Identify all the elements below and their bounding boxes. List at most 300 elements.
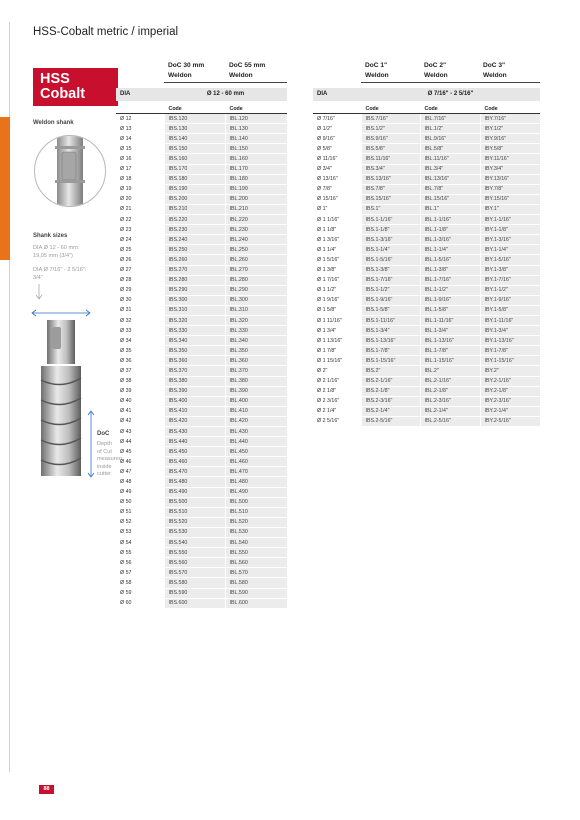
code-cell: IBL.340 xyxy=(225,336,287,346)
doc-description: Depth of Cut measured inside cutter xyxy=(97,441,122,477)
imperial-shank-text: 3/4" xyxy=(33,275,43,281)
code-cell: IBS.420 xyxy=(164,416,225,426)
shank-detail-image xyxy=(34,135,106,207)
code-cell: IBS.480 xyxy=(164,477,225,487)
diameter-cell: Ø 1 1/16" xyxy=(313,215,361,225)
code-cell: IBL.250 xyxy=(225,245,287,255)
table-row xyxy=(313,315,540,325)
diameter-cell: Ø 48 xyxy=(116,477,164,487)
code-cell: IBS.450 xyxy=(164,447,225,457)
code-cell: IBL.120 xyxy=(225,114,287,124)
code-cell: IBL.260 xyxy=(225,255,287,265)
code-cell: IBY.2-5/16" xyxy=(480,416,540,426)
diameter-cell: Ø 1 13/16" xyxy=(313,336,361,346)
code-cell: IBS.1-3/16" xyxy=(361,235,420,245)
code-cell: IBS.140 xyxy=(164,134,225,144)
code-cell: IBL.1-1/16" xyxy=(420,215,480,225)
code-cell: IBS.1-9/16" xyxy=(361,295,420,305)
diameter-cell: Ø 42 xyxy=(116,416,164,426)
code-cell: IBS.13/16" xyxy=(361,174,420,184)
code-cell: IBS.1-1/16" xyxy=(361,215,420,225)
table-row xyxy=(313,225,540,235)
code-cell: IBS.250 xyxy=(164,245,225,255)
diameter-cell: Ø 15 xyxy=(116,144,164,154)
table-row xyxy=(313,164,540,174)
code-cell: IBL.380 xyxy=(225,376,287,386)
table-row xyxy=(313,416,540,426)
imperial-col3-header: DoC 3" Weldon xyxy=(483,62,507,79)
code-cell: IBL.170 xyxy=(225,164,287,174)
code-cell: IBL.1-3/8" xyxy=(420,265,480,275)
code-cell: IBL.140 xyxy=(225,134,287,144)
code-cell: IBL.150 xyxy=(225,144,287,154)
diameter-cell: Ø 34 xyxy=(116,336,164,346)
code-cell: IBL.360 xyxy=(225,356,287,366)
code-cell: IBY.1-1/16" xyxy=(480,215,540,225)
diameter-cell: Ø 41 xyxy=(116,406,164,416)
imperial-dia-row: DIA Ø 7/16" - 2 5/16" xyxy=(313,88,540,101)
diameter-cell: Ø 1 3/4" xyxy=(313,326,361,336)
diameter-cell: Ø 3/4" xyxy=(313,164,361,174)
code-cell: IBS.130 xyxy=(164,124,225,134)
code-cell: IBS.1-1/2" xyxy=(361,285,420,295)
diameter-cell: Ø 2 1/16" xyxy=(313,376,361,386)
code-cell: IBS.390 xyxy=(164,386,225,396)
table-row xyxy=(313,184,540,194)
diameter-cell: Ø 30 xyxy=(116,295,164,305)
code-cell: IBS.440 xyxy=(164,437,225,447)
table-row xyxy=(116,538,287,548)
table-row xyxy=(313,194,540,204)
code-cell: IBY.2-1/4" xyxy=(480,406,540,416)
imperial-col2-header: DoC 2" Weldon xyxy=(424,62,448,79)
diameter-cell: Ø 1 5/8" xyxy=(313,305,361,315)
code-cell: IBL.370 xyxy=(225,366,287,376)
table-row xyxy=(116,184,287,194)
table-row xyxy=(313,215,540,225)
metric-code-table xyxy=(116,104,287,609)
diameter-cell: Ø 56 xyxy=(116,558,164,568)
diameter-cell: Ø 2 1/4" xyxy=(313,406,361,416)
diameter-cell: Ø 7/8" xyxy=(313,184,361,194)
hss-cobalt-logo xyxy=(33,68,118,106)
diameter-cell: Ø 13/16" xyxy=(313,174,361,184)
code-cell: IBL.520 xyxy=(225,517,287,527)
code-cell: IBS.290 xyxy=(164,285,225,295)
diameter-cell: Ø 55 xyxy=(116,548,164,558)
shank-sizes-label: Shank sizes xyxy=(33,233,68,239)
diameter-cell: Ø 25 xyxy=(116,245,164,255)
code-cell: IBS.5/8" xyxy=(361,144,420,154)
code-cell: IBL.190 xyxy=(225,184,287,194)
table-row xyxy=(116,265,287,275)
code-cell: IBL.2-1/4" xyxy=(420,406,480,416)
code-cell: IBS.2-5/16" xyxy=(361,416,420,426)
diameter-cell: Ø 2 5/16" xyxy=(313,416,361,426)
code-cell: IBL.1" xyxy=(420,204,480,214)
code-cell: IBS.200 xyxy=(164,194,225,204)
code-cell: IBL.580 xyxy=(225,578,287,588)
code-cell: IBY.1" xyxy=(480,204,540,214)
diameter-cell: Ø 17 xyxy=(116,164,164,174)
code-cell: IBS.500 xyxy=(164,497,225,507)
code-cell: IBS.2" xyxy=(361,366,420,376)
diameter-cell: Ø 27 xyxy=(116,265,164,275)
diameter-cell: Ø 57 xyxy=(116,568,164,578)
table-row xyxy=(313,386,540,396)
code-cell: IBY.1-3/4" xyxy=(480,326,540,336)
table-row xyxy=(116,134,287,144)
code-cell: IBS.510 xyxy=(164,507,225,517)
diameter-cell: Ø 2 3/16" xyxy=(313,396,361,406)
diameter-cell: Ø 15/16" xyxy=(313,194,361,204)
table-row xyxy=(116,497,287,507)
code-cell: IBL.7/8" xyxy=(420,184,480,194)
code-cell: IBL.460 xyxy=(225,457,287,467)
code-cell: IBL.490 xyxy=(225,487,287,497)
code-cell: IBS.1-5/16" xyxy=(361,255,420,265)
table-row xyxy=(116,588,287,598)
code-cell: IBL.1-3/16" xyxy=(420,235,480,245)
code-cell: IBY.3/4" xyxy=(480,164,540,174)
code-cell: IBS.280 xyxy=(164,275,225,285)
code-cell: IBL.160 xyxy=(225,154,287,164)
table-row xyxy=(116,124,287,134)
diameter-cell: Ø 60 xyxy=(116,598,164,608)
table-row xyxy=(116,204,287,214)
diameter-cell: Ø 43 xyxy=(116,427,164,437)
code-cell: IBY.1-3/16" xyxy=(480,235,540,245)
code-cell: IBL.7/16" xyxy=(420,114,480,124)
code-cell: IBL.1-13/16" xyxy=(420,336,480,346)
code-header-row: Code Code Code xyxy=(313,104,540,114)
code-cell: IBY.1-1/8" xyxy=(480,225,540,235)
weldon-shank-label: Weldon shank xyxy=(33,120,74,126)
code-cell: IBS.190 xyxy=(164,184,225,194)
code-cell: IBL.230 xyxy=(225,225,287,235)
code-cell: IBL.1-15/16" xyxy=(420,356,480,366)
code-cell: IBL.430 xyxy=(225,427,287,437)
code-cell: IBS.270 xyxy=(164,265,225,275)
table-row xyxy=(116,447,287,457)
code-cell: IBS.11/16" xyxy=(361,154,420,164)
code-cell: IBS.530 xyxy=(164,527,225,537)
code-cell: IBS.380 xyxy=(164,376,225,386)
code-cell: IBL.1-1/8" xyxy=(420,225,480,235)
table-row xyxy=(116,467,287,477)
table-row xyxy=(116,174,287,184)
diameter-cell: Ø 1 5/16" xyxy=(313,255,361,265)
code-cell: IBS.1-11/16" xyxy=(361,315,420,325)
code-cell: IBL.320 xyxy=(225,315,287,325)
code-cell: IBS.1-7/8" xyxy=(361,346,420,356)
imperial-range-text: DIA Ø 7/16" - 2 5/16": xyxy=(33,267,87,273)
table-row xyxy=(116,507,287,517)
code-cell: IBL.1-5/8" xyxy=(420,305,480,315)
code-cell: IBS.2-1/4" xyxy=(361,406,420,416)
code-cell: IBS.9/16" xyxy=(361,134,420,144)
table-row xyxy=(116,225,287,235)
code-cell: IBS.1-1/8" xyxy=(361,225,420,235)
table-row xyxy=(116,295,287,305)
code-cell: IBS.260 xyxy=(164,255,225,265)
code-cell: IBS.2-3/16" xyxy=(361,396,420,406)
code-cell: IBY.1-11/16" xyxy=(480,315,540,325)
code-cell: IBS.430 xyxy=(164,427,225,437)
table-row xyxy=(116,527,287,537)
code-cell: IBL.240 xyxy=(225,235,287,245)
code-cell: IBS.550 xyxy=(164,548,225,558)
code-cell: IBL.1-5/16" xyxy=(420,255,480,265)
diameter-cell: Ø 54 xyxy=(116,538,164,548)
diameter-cell: Ø 53 xyxy=(116,527,164,537)
diameter-cell: Ø 39 xyxy=(116,386,164,396)
code-cell: IBY.2-1/16" xyxy=(480,376,540,386)
code-cell: IBS.1-3/8" xyxy=(361,265,420,275)
diameter-cell: Ø 11/16" xyxy=(313,154,361,164)
diameter-cell: Ø 35 xyxy=(116,346,164,356)
code-cell: IBS.7/16" xyxy=(361,114,420,124)
code-cell: IBS.460 xyxy=(164,457,225,467)
code-cell: IBL.330 xyxy=(225,326,287,336)
table-row xyxy=(313,305,540,315)
code-cell: IBS.570 xyxy=(164,568,225,578)
code-cell: IBS.1-7/16" xyxy=(361,275,420,285)
code-cell: IBL.470 xyxy=(225,467,287,477)
code-cell: IBL.560 xyxy=(225,558,287,568)
table-row xyxy=(116,346,287,356)
table-row xyxy=(313,134,540,144)
code-cell: IBS.330 xyxy=(164,326,225,336)
table-row xyxy=(313,265,540,275)
table-row xyxy=(116,558,287,568)
code-cell: IBL.1-3/4" xyxy=(420,326,480,336)
metric-shank-text: 19,05 mm (3/4") xyxy=(33,253,73,259)
diameter-cell: Ø 19 xyxy=(116,184,164,194)
code-cell: IBL.1/2" xyxy=(420,124,480,134)
table-row xyxy=(313,326,540,336)
code-cell: IBL.310 xyxy=(225,305,287,315)
table-row xyxy=(116,568,287,578)
diameter-cell: Ø 37 xyxy=(116,366,164,376)
diameter-cell: Ø 9/16" xyxy=(313,134,361,144)
code-cell: IBS.1-13/16" xyxy=(361,336,420,346)
table-row xyxy=(313,174,540,184)
code-cell: IBY.11/16" xyxy=(480,154,540,164)
table-row xyxy=(116,194,287,204)
code-cell: IBS.360 xyxy=(164,356,225,366)
diameter-cell: Ø 7/16" xyxy=(313,114,361,124)
diameter-cell: Ø 5/8" xyxy=(313,144,361,154)
code-cell: IBS.410 xyxy=(164,406,225,416)
diameter-cell: Ø 59 xyxy=(116,588,164,598)
logo-line1: HSS xyxy=(40,71,70,87)
code-cell: IBS.2-1/16" xyxy=(361,376,420,386)
code-cell: IBY.5/8" xyxy=(480,144,540,154)
diameter-cell: Ø 2" xyxy=(313,366,361,376)
diameter-cell: Ø 33 xyxy=(116,326,164,336)
code-cell: IBS.1-5/8" xyxy=(361,305,420,315)
code-cell: IBS.210 xyxy=(164,204,225,214)
table-row xyxy=(116,326,287,336)
metric-col2-header: DoC 55 mm Weldon xyxy=(229,62,266,79)
diameter-cell: Ø 29 xyxy=(116,285,164,295)
code-cell: IBS.400 xyxy=(164,396,225,406)
metric-range-text: DIA Ø 12 - 60 mm: xyxy=(33,245,80,251)
code-cell: IBL.510 xyxy=(225,507,287,517)
table-row xyxy=(116,376,287,386)
code-cell: IBS.7/8" xyxy=(361,184,420,194)
diameter-cell: Ø 1 3/8" xyxy=(313,265,361,275)
code-cell: IBY.7/16" xyxy=(480,114,540,124)
code-cell: IBS.580 xyxy=(164,578,225,588)
code-cell: IBS.320 xyxy=(164,315,225,325)
diameter-cell: Ø 14 xyxy=(116,134,164,144)
code-cell: IBL.2-1/16" xyxy=(420,376,480,386)
code-cell: IBY.2" xyxy=(480,366,540,376)
section-tab xyxy=(0,117,10,260)
code-cell: IBL.15/16" xyxy=(420,194,480,204)
diameter-cell: Ø 1 9/16" xyxy=(313,295,361,305)
cutter-illustration xyxy=(31,280,101,480)
code-header-row: Code Code xyxy=(116,104,287,114)
diameter-cell: Ø 51 xyxy=(116,507,164,517)
imperial-code-table xyxy=(313,104,540,427)
diameter-cell: Ø 1 11/16" xyxy=(313,315,361,325)
code-cell: IBY.1-9/16" xyxy=(480,295,540,305)
code-cell: IBL.1-11/16" xyxy=(420,315,480,325)
code-cell: IBL.450 xyxy=(225,447,287,457)
diameter-cell: Ø 1 1/8" xyxy=(313,225,361,235)
code-cell: IBS.180 xyxy=(164,174,225,184)
code-cell: IBS.1-3/4" xyxy=(361,326,420,336)
code-cell: IBS.340 xyxy=(164,336,225,346)
diameter-cell: Ø 22 xyxy=(116,215,164,225)
code-cell: IBL.3/4" xyxy=(420,164,480,174)
table-row xyxy=(116,517,287,527)
code-cell: IBL.400 xyxy=(225,396,287,406)
code-cell: IBL.2" xyxy=(420,366,480,376)
code-cell: IBL.440 xyxy=(225,437,287,447)
code-cell: IBS.2-1/8" xyxy=(361,386,420,396)
table-row xyxy=(116,487,287,497)
code-cell: IBY.1-7/16" xyxy=(480,275,540,285)
code-cell: IBL.280 xyxy=(225,275,287,285)
code-cell: IBL.290 xyxy=(225,285,287,295)
code-cell: IBL.600 xyxy=(225,598,287,608)
code-cell: IBL.300 xyxy=(225,295,287,305)
code-cell: IBY.9/16" xyxy=(480,134,540,144)
table-row xyxy=(116,305,287,315)
table-row xyxy=(116,144,287,154)
code-cell: IBS.170 xyxy=(164,164,225,174)
code-cell: IBL.180 xyxy=(225,174,287,184)
code-cell: IBL.1-1/2" xyxy=(420,285,480,295)
table-row xyxy=(313,114,540,124)
code-cell: IBL.530 xyxy=(225,527,287,537)
code-cell: IBL.350 xyxy=(225,346,287,356)
table-row xyxy=(313,255,540,265)
table-row xyxy=(116,406,287,416)
code-cell: IBL.2-3/16" xyxy=(420,396,480,406)
diameter-cell: Ø 49 xyxy=(116,487,164,497)
diameter-cell: Ø 46 xyxy=(116,457,164,467)
table-row xyxy=(313,275,540,285)
diameter-cell: Ø 1 1/2" xyxy=(313,285,361,295)
code-cell: IBL.130 xyxy=(225,124,287,134)
diameter-cell: Ø 28 xyxy=(116,275,164,285)
table-row xyxy=(116,285,287,295)
metric-dia-row: DIA Ø 12 - 60 mm xyxy=(116,88,287,101)
diameter-cell: Ø 24 xyxy=(116,235,164,245)
code-cell: IBS.15/16" xyxy=(361,194,420,204)
diameter-cell: Ø 1 1/4" xyxy=(313,245,361,255)
code-cell: IBS.160 xyxy=(164,154,225,164)
code-cell: IBL.1-7/8" xyxy=(420,346,480,356)
code-cell: IBL.220 xyxy=(225,215,287,225)
code-cell: IBY.15/16" xyxy=(480,194,540,204)
code-cell: IBL.550 xyxy=(225,548,287,558)
code-cell: IBL.420 xyxy=(225,416,287,426)
diameter-cell: Ø 16 xyxy=(116,154,164,164)
code-cell: IBL.590 xyxy=(225,588,287,598)
code-cell: IBY.1-1/4" xyxy=(480,245,540,255)
code-cell: IBL.390 xyxy=(225,386,287,396)
table-row xyxy=(313,356,540,366)
code-cell: IBY.1-3/8" xyxy=(480,265,540,275)
code-cell: IBL.540 xyxy=(225,538,287,548)
code-cell: IBL.1-9/16" xyxy=(420,295,480,305)
diameter-cell: Ø 47 xyxy=(116,467,164,477)
page-title: HSS-Cobalt metric / imperial xyxy=(33,26,179,38)
table-row xyxy=(313,144,540,154)
diameter-cell: Ø 1 15/16" xyxy=(313,356,361,366)
code-cell: IBS.1" xyxy=(361,204,420,214)
code-cell: IBL.9/16" xyxy=(420,134,480,144)
code-cell: IBL.13/16" xyxy=(420,174,480,184)
table-row xyxy=(116,427,287,437)
code-cell: IBS.520 xyxy=(164,517,225,527)
table-row xyxy=(313,406,540,416)
table-row xyxy=(116,255,287,265)
table-row xyxy=(116,548,287,558)
code-cell: IBY.1/2" xyxy=(480,124,540,134)
code-cell: IBL.5/8" xyxy=(420,144,480,154)
table-row xyxy=(116,437,287,447)
table-row xyxy=(116,396,287,406)
table-row xyxy=(116,164,287,174)
code-cell: IBY.1-5/8" xyxy=(480,305,540,315)
diameter-cell: Ø 38 xyxy=(116,376,164,386)
table-row xyxy=(313,376,540,386)
diameter-cell: Ø 40 xyxy=(116,396,164,406)
code-cell: IBS.560 xyxy=(164,558,225,568)
code-cell: IBL.200 xyxy=(225,194,287,204)
diameter-cell: Ø 1/2" xyxy=(313,124,361,134)
code-cell: IBS.470 xyxy=(164,467,225,477)
table-row xyxy=(116,356,287,366)
diameter-cell: Ø 18 xyxy=(116,174,164,184)
code-cell: IBS.3/4" xyxy=(361,164,420,174)
diameter-cell: Ø 31 xyxy=(116,305,164,315)
diameter-cell: Ø 1" xyxy=(313,204,361,214)
diameter-cell: Ø 21 xyxy=(116,204,164,214)
diameter-cell: Ø 13 xyxy=(116,124,164,134)
diameter-cell: Ø 23 xyxy=(116,225,164,235)
code-cell: IBY.2-1/8" xyxy=(480,386,540,396)
code-cell: IBL.270 xyxy=(225,265,287,275)
table-row xyxy=(116,235,287,245)
